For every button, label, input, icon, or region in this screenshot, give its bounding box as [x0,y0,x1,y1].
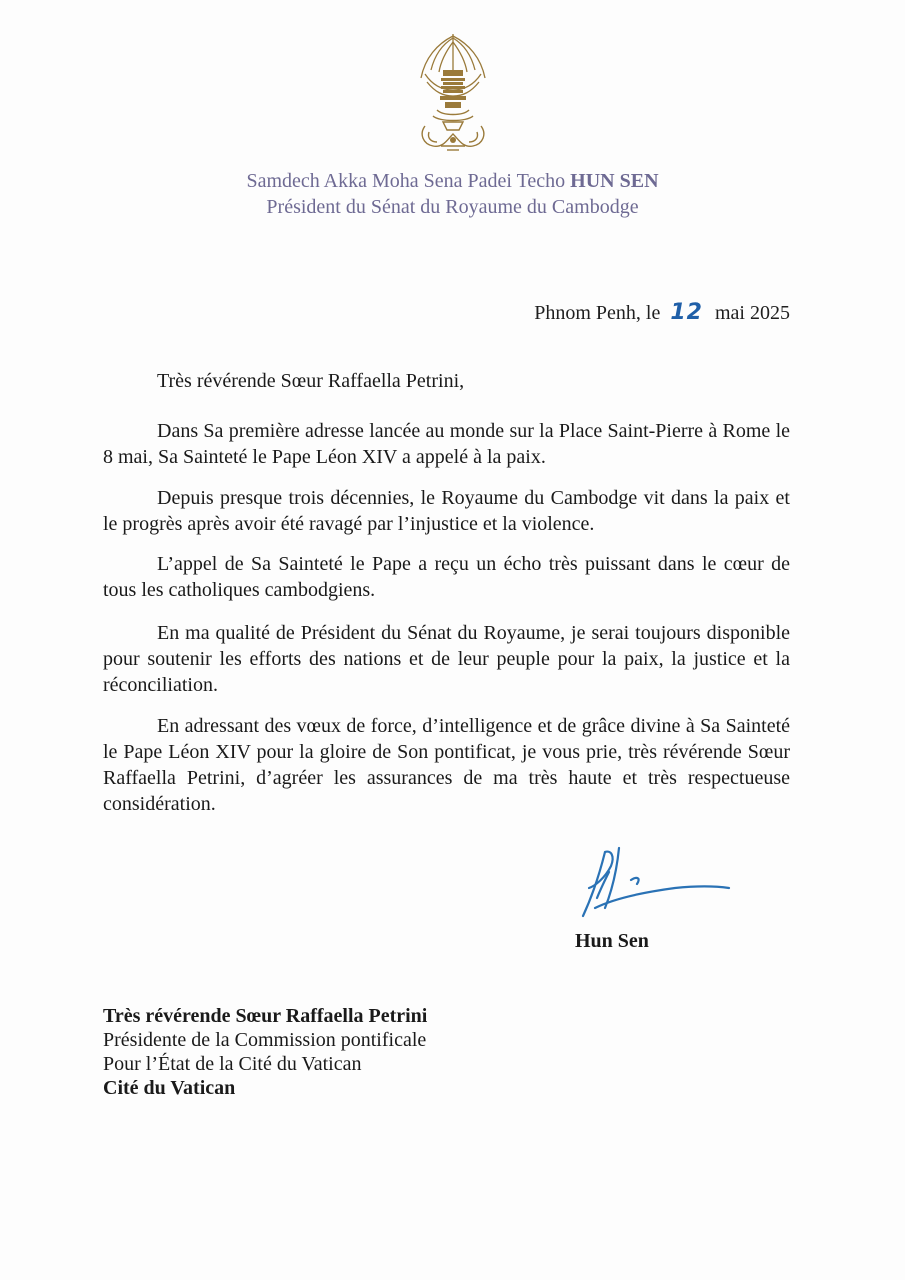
body-paragraph: Depuis presque trois décennies, le Royaume du Cambodge vit dans la paix et le progrès après avoir été ravagé par l’injustice et la violence. [103,487,790,535]
recipient-title: Présidente de la Commission pontificale [103,1029,427,1051]
body-paragraph: L’appel de Sa Sainteté le Pape a reçu un écho très puissant dans le cœur de tous les catholiques cambodgiens. [103,553,790,601]
body-paragraph: En adressant des vœux de force, d’intelligence et de grâce divine à Sa Sainteté le Pape Léon XIV pour la gloire de Son pontificat, je vous prie, très révérende Sœur Raffaella Petrini, d’agréer les assurances de ma très haute et très respectueuse considération. [103,715,790,815]
salutation: Très révérende Sœur Raffaella Petrini, [157,370,465,392]
body-paragraph: En ma qualité de Président du Sénat du Royaume, je serai toujours disponible pour soutenir les efforts des nations et de leur peuple pour la paix, la justice et la réconciliation. [103,622,790,696]
body-paragraph: Dans Sa première adresse lancée au monde sur la Place Saint-Pierre à Rome le 8 mai, Sa Sainteté le Pape Léon XIV a appelé à la paix. [103,420,790,468]
header-name: HUN SEN [570,170,659,192]
recipient-name: Très révérende Sœur Raffaella Petrini [103,1005,428,1027]
recipient-address [103,1004,427,1100]
royal-emblem-icon [413,30,493,160]
header-honorific: Samdech Akka Moha Sena Padei Techo [246,170,566,192]
header-subtitle: Président du Sénat du Royaume du Cambodge [266,196,639,218]
handwritten-signature [575,838,735,923]
recipient-organization: Pour l’État de la Cité du Vatican [103,1053,362,1075]
letter-date [534,300,790,325]
date-day-handwritten: 12 [670,300,703,325]
signer-name: Hun Sen [575,930,649,952]
date-prefix: Phnom Penh, le [534,302,661,324]
recipient-place: Cité du Vatican [103,1077,236,1099]
date-suffix: mai 2025 [715,302,790,324]
header-title-line [0,170,905,193]
